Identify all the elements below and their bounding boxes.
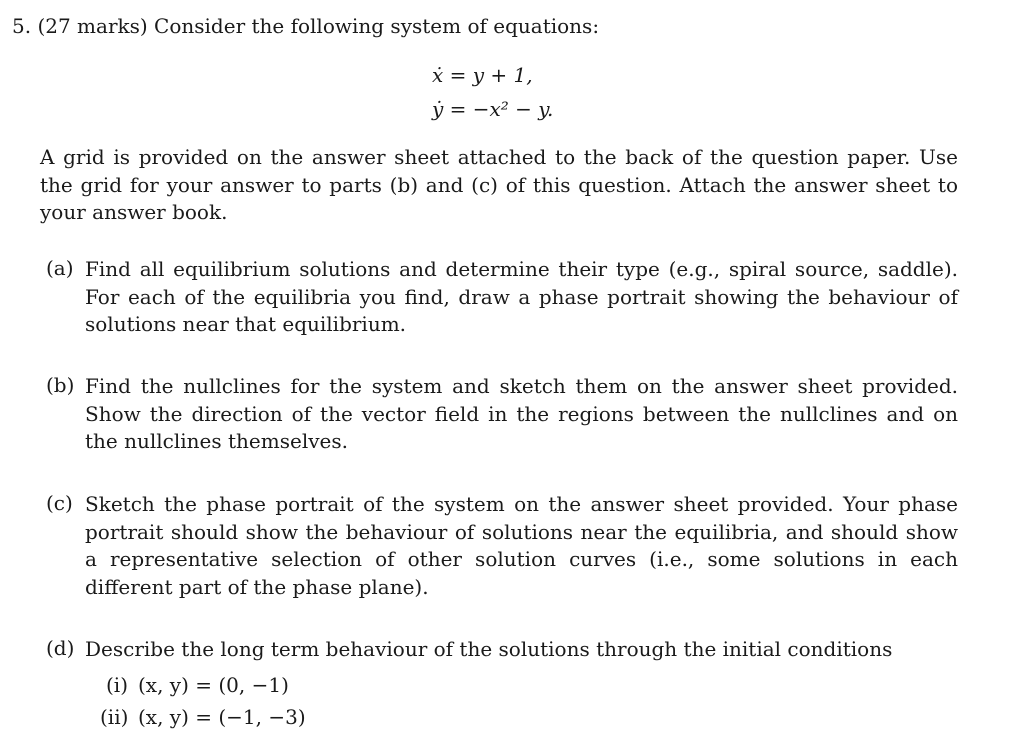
equation-y-dot: ẏ = −x² − y. <box>432 97 554 121</box>
part-c-label: (c) <box>46 491 73 515</box>
part-d-label: (d) <box>46 636 75 660</box>
question-header: 5. (27 marks) Consider the following system of equations: <box>12 14 600 38</box>
part-c-text: Sketch the phase portrait of the system on the answer sheet provided. Your phase portrait should show the behaviour of solutions near the equilibria, and should show a representative selection of other solution curves (i.e., some solutions in each different part of the phase plane). <box>85 492 958 599</box>
part-d-text: Describe the long term behaviour of the solutions through the initial conditions <box>85 637 893 661</box>
part-b-text: Find the nullclines for the system and sketch them on the answer sheet provided. Show the direction of the vector field in the regions between the nullclines and on the nullclines themselves. <box>85 374 958 453</box>
subpart-i-label: (i) <box>106 673 129 697</box>
part-a-text: Find all equilibrium solutions and determine their type (e.g., spiral source, saddle). For each of the equilibria you find, draw a phase portrait showing the behaviour of solutions near that equilibrium. <box>85 257 958 336</box>
part-a-label: (a) <box>46 256 74 280</box>
equation-x-dot: ẋ = y + 1, <box>432 63 533 87</box>
subpart-ii-label: (ii) <box>100 705 129 729</box>
intro-paragraph: A grid is provided on the answer sheet attached to the back of the question paper. Use the grid for your answer to parts (b) and (c) of this question. Attach the answer sheet to your answer book. <box>40 145 958 224</box>
part-b-label: (b) <box>46 373 75 397</box>
subpart-i-text: (x, y) = (0, −1) <box>138 673 289 697</box>
subpart-ii-text: (x, y) = (−1, −3) <box>138 705 306 729</box>
